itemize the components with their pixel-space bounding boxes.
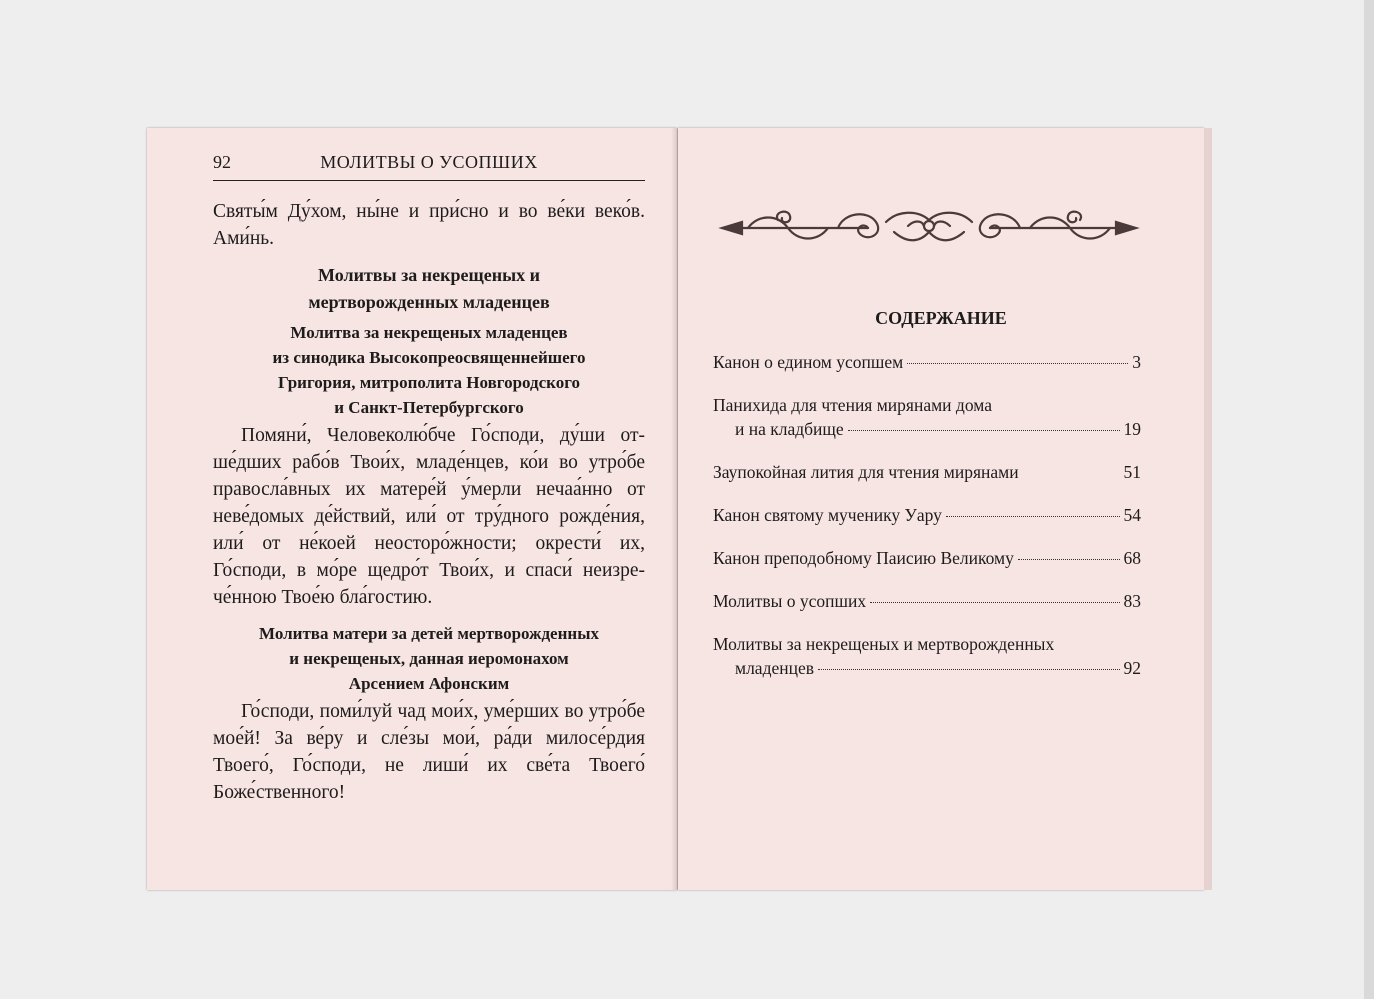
toc-leader-dots <box>1023 473 1120 474</box>
section-heading-line: мертворожденных младенцев <box>308 292 550 312</box>
toc-title: СОДЕРЖАНИЕ <box>875 308 1007 328</box>
toc-item-title: Заупокойная лития для чтения мирянами <box>713 462 1019 482</box>
prayer1-heading <box>213 320 645 420</box>
toc-leader-dots <box>1018 559 1120 560</box>
toc-leader-dots <box>946 516 1120 517</box>
toc-item-title: Молитвы о усопших <box>713 591 867 611</box>
toc-page-number: 54 <box>1123 505 1141 525</box>
heading-line: Молитва матери за детей мертворожденных <box>259 624 599 643</box>
toc-page-number: 68 <box>1123 548 1141 568</box>
toc-item[interactable] <box>713 632 1141 680</box>
toc-item[interactable] <box>713 589 1141 613</box>
heading-line: из синодика Высокопреосвященнейшего <box>272 348 586 367</box>
opening-text: Святы́м Ду́хом, ны́не и при́сно и во ве́ки веко́в. Ами́нь. <box>213 201 645 249</box>
prayer1-text: Помяни́, Человеколю́бче Го́споди, ду́ши отше́дших рабо́в Твои́х, младе́нцев, ко́и во утро́бе правосла́вных их матере́й у́мерли нечаа́нно от неве́домых де́йствий, или́ от тру́дного рожде́ния, или́ от не́коей неосторо́жности; окрести́ их, Го́споди, в мо́ре щедро́т Твои́х, и спаси́ неизрече́нною Твое́ю бла́гостию. <box>213 425 645 608</box>
toc-page-number: 83 <box>1123 591 1141 611</box>
toc-page-number: 3 <box>1132 352 1141 372</box>
page-number: 92 <box>213 152 231 172</box>
toc-item[interactable] <box>713 460 1141 484</box>
page-edge <box>1204 128 1212 890</box>
toc-leader-dots <box>907 363 1128 364</box>
toc-item-continuation: младенцев <box>735 658 815 678</box>
left-page <box>147 128 677 890</box>
left-page-body <box>213 198 645 806</box>
toc-leader-dots <box>848 430 1120 431</box>
heading-line: и некрещеных, данная иеромонахом <box>289 649 569 668</box>
toc-item-title: Канон преподобному Паисию Великому <box>713 548 1014 568</box>
section-heading <box>213 262 645 316</box>
toc-page-number: 19 <box>1123 419 1141 439</box>
section-heading-line: Молитвы за некрещеных и <box>317 265 541 285</box>
toc-item-title: Молитвы за некрещеных и мертворожденных <box>713 634 1055 654</box>
heading-line: Молитва за некрещеных младенцев <box>290 323 568 342</box>
toc-page-number: 51 <box>1123 462 1141 482</box>
header-rule <box>213 180 645 181</box>
toc-item[interactable] <box>713 503 1141 527</box>
running-title: МОЛИТВЫ О УСОПШИХ <box>320 152 538 172</box>
toc-item[interactable] <box>713 350 1141 374</box>
scanner-edge <box>1364 0 1374 999</box>
prayer2-heading <box>213 621 645 696</box>
toc-item-title: Канон о едином усопшем <box>713 352 904 372</box>
heading-line: Григория, митрополита Новгородского <box>277 373 581 392</box>
toc-item-continuation: и на кладбище <box>735 419 844 439</box>
right-page <box>678 128 1204 890</box>
ornament-divider <box>718 202 1140 254</box>
toc-item[interactable] <box>713 546 1141 570</box>
toc-leader-dots <box>818 669 1119 670</box>
table-of-contents <box>713 350 1141 699</box>
heading-line: Арсением Афонским <box>348 674 510 693</box>
prayer2-text: Го́споди, поми́луй чад мои́х, уме́рших во утро́бе мое́й! За ве́ру и сле́зы мои́, ра́ди милосе́рдия Твоего́, Го́споди, не лиши́ их све́та Твоего́ Боже́ственного! <box>213 701 645 803</box>
toc-item-title: Панихида для чтения мирянами дома <box>713 395 992 415</box>
toc-page-number: 92 <box>1123 658 1141 678</box>
toc-leader-dots <box>870 602 1119 603</box>
heading-line: и Санкт-Петербургского <box>334 398 524 417</box>
toc-item-title: Канон святому мученику Уару <box>713 505 942 525</box>
toc-item[interactable] <box>713 393 1141 441</box>
